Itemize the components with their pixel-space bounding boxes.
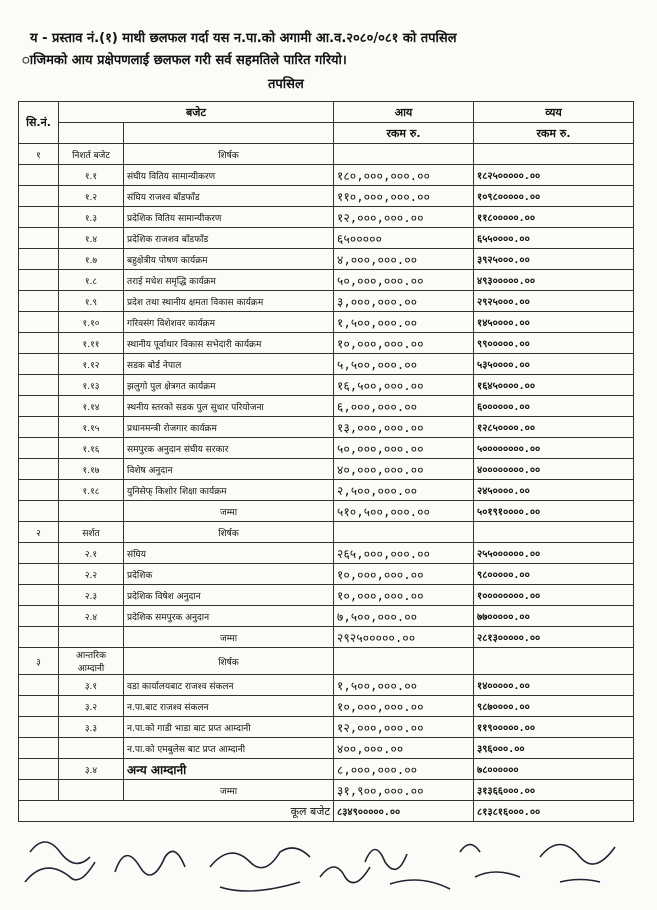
item-label: विशेष अनुदान [124,459,334,480]
blank-cell [19,738,59,759]
expense-amount: ११८०००००.०० [474,207,634,228]
item-label: न.पा.बाट राजश्व संकलन [124,696,334,717]
header-line-2: ाजिमको आय प्रक्षेपणलाई छलफल गरी सर्व सहमतिले पारित गरियो। [22,53,347,68]
header-row [19,102,634,123]
section-category: आन्तरिक आम्दानी [59,648,124,675]
item-code: ३.१ [59,675,124,696]
income-amount: ४००,०००.०० [334,738,474,759]
blank-cell [19,207,59,228]
blank-cell [474,144,634,165]
table-row [19,480,634,501]
blank-cell [19,186,59,207]
expense-amount: ६००००००.०० [474,396,634,417]
table-row [19,333,634,354]
total-row [19,627,634,648]
total-expense: ३१३६६०००.०० [474,780,634,801]
item-label: सडक बोर्ड नेपाल [124,354,334,375]
expense-amount: ११९०००००.०० [474,717,634,738]
blank-cell [19,717,59,738]
income-amount: ११०,०००,०००.०० [334,186,474,207]
grand-total-label: कूल बजेट [19,801,334,822]
table-row [19,375,634,396]
blank-cell [19,375,59,396]
table-row [19,165,634,186]
total-income: ३१,९००,०००.०० [334,780,474,801]
rakam-label: रकम रु. [334,123,474,144]
blank-cell [59,123,124,144]
income-amount: ४,०००,०००.०० [334,249,474,270]
item-code: १.९ [59,291,124,312]
item-label: प्रदेशिक वितिय सामान्यीकरण [124,207,334,228]
item-code: १.१७ [59,459,124,480]
total-label: जम्मा [124,627,334,648]
expense-amount: ३९२५०००.०० [474,249,634,270]
expense-amount: १४५००००.०० [474,312,634,333]
item-code: २.४ [59,606,124,627]
income-amount: १२,०००,०००.०० [334,717,474,738]
income-amount: १०,०००,०००.०० [334,564,474,585]
blank-cell [59,780,124,801]
expense-amount: ९९०००००.०० [474,333,634,354]
section-number: २ [19,522,59,543]
total-label: जम्मा [124,780,334,801]
grand-total-income: ८३४९०००००.०० [334,801,474,822]
blank-cell [59,627,124,648]
item-code: १.१० [59,312,124,333]
table-row [19,249,634,270]
expense-amount: ५३५००००.०० [474,354,634,375]
table-row [19,312,634,333]
item-label: न.पा.को एमबुलेस बाट प्रप्त आम्दानी [124,738,334,759]
item-code: १.८ [59,270,124,291]
table-row [19,354,634,375]
income-amount: ७,५००,०००.०० [334,606,474,627]
expense-amount: ६५५००००.०० [474,228,634,249]
section-number: ३ [19,648,59,675]
table-row [19,186,634,207]
item-code [59,738,124,759]
blank-cell [334,522,474,543]
total-expense: २८१३०००००.०० [474,627,634,648]
section-category: सर्शत [59,522,124,543]
budget-header: बजेट [59,102,334,123]
expense-amount: १६४५००००.०० [474,375,634,396]
total-expense: ५०१९१००००.०० [474,501,634,522]
blank-cell [124,123,334,144]
item-label: प्रधानमन्त्री रोजगार कार्यक्रम [124,417,334,438]
blank-cell [19,270,59,291]
income-amount: १०,०००,०००.०० [334,696,474,717]
grand-total-row [19,801,634,822]
item-label: प्रदेशिक राजशव बाँडफाँड [124,228,334,249]
blank-cell [19,165,59,186]
grand-total-expense: ८१३८१६०००.०० [474,801,634,822]
item-code: १.७ [59,249,124,270]
expense-amount: ९८७००००.०० [474,696,634,717]
header-line-1: य - प्रस्ताव नं.(१) माथी छलफल गर्दा यस न.पा.को अगामी आ.व.२०८०/०८१ को तपसिल [30,31,457,46]
item-label: युनिसेफ् किशोर शिक्षा कार्यक्रम [124,480,334,501]
sn-header: सि.नं. [19,102,59,144]
table-row [19,696,634,717]
item-code: ३.४ [59,759,124,780]
blank-cell [474,648,634,675]
item-code: १.१ [59,165,124,186]
tapasil-heading: तपसिल [268,77,304,92]
income-amount: ६५००००० [334,228,474,249]
blank-cell [19,585,59,606]
table-row [19,228,634,249]
expense-amount: ९८०००००.०० [474,564,634,585]
income-amount: ४०,०००,०००.०० [334,459,474,480]
item-label: समपुरक अनुदान संघीय सरकार [124,438,334,459]
blank-cell [19,543,59,564]
income-amount: ५०,०००,०००.०० [334,270,474,291]
item-label: प्रदेशिक विषेश अनुदान [124,585,334,606]
table-row [19,675,634,696]
section-row [19,522,634,543]
blank-cell [19,606,59,627]
blank-cell [19,291,59,312]
blank-cell [19,354,59,375]
expense-amount: ४००००००००.०० [474,459,634,480]
item-label: प्रदेशिक [124,564,334,585]
item-code: २.२ [59,564,124,585]
item-label: संघीय वितिय सामान्यीकरण [124,165,334,186]
expense-amount: ७८०००००० [474,759,634,780]
blank-cell [19,696,59,717]
item-label: स्थानीय पूर्वाधार विकास सभेदारी कार्यक्रम [124,333,334,354]
income-amount: ५०,०००,०००.०० [334,438,474,459]
item-code: २.३ [59,585,124,606]
blank-cell [19,675,59,696]
table-row [19,417,634,438]
blank-cell [19,780,59,801]
expense-amount: ५००००००००.०० [474,438,634,459]
income-amount: १०,०००,०००.०० [334,585,474,606]
income-header: आय [334,102,474,123]
item-label: प्रदेशिक समपुरक अनुदान [124,606,334,627]
income-amount: २,५००,०००.०० [334,480,474,501]
blank-cell [19,759,59,780]
item-code: १.११ [59,333,124,354]
section-row [19,144,634,165]
income-amount: १२,०००,०००.०० [334,207,474,228]
table-row [19,543,634,564]
income-amount: ३,०००,०००.०० [334,291,474,312]
item-code: १.१६ [59,438,124,459]
income-amount: ५,५००,०००.०० [334,354,474,375]
blank-cell [19,438,59,459]
section-category: निशर्त बजेट [59,144,124,165]
expense-amount: १०९८०००००.०० [474,186,634,207]
item-code: १.२ [59,186,124,207]
income-amount: ८,०००,०००.०० [334,759,474,780]
item-code: १.१८ [59,480,124,501]
expense-amount: १८२५०००००.०० [474,165,634,186]
header-row [19,123,634,144]
item-label: वडा कार्यालयबाट राजश्व संकलन [124,675,334,696]
blank-cell [59,501,124,522]
item-label: संघिय राजश्व बाँडफाँड [124,186,334,207]
blank-cell [19,228,59,249]
item-label: तराई मधेश समृद्धि कार्यक्रम [124,270,334,291]
income-amount: १,५००,०००.०० [334,675,474,696]
item-label: गरिवसंग विशेशवर कार्यक्रम [124,312,334,333]
blank-cell [19,396,59,417]
blank-cell [19,564,59,585]
blank-cell [474,522,634,543]
income-amount: १०,०००,०००.०० [334,333,474,354]
table-row [19,564,634,585]
table-row [19,459,634,480]
expense-amount: ४९३०००००.०० [474,270,634,291]
table-row [19,207,634,228]
section-number: १ [19,144,59,165]
expense-amount: १२८५००००.०० [474,417,634,438]
table-row [19,438,634,459]
table-row [19,270,634,291]
income-amount: २६५,०००,०००.०० [334,543,474,564]
expense-amount: १४०००००.०० [474,675,634,696]
total-income: २९२५०००००.०० [334,627,474,648]
total-label: जम्मा [124,501,334,522]
item-label: प्रदेश तथा स्थानीय क्षमता विकास कार्यक्रम [124,291,334,312]
blank-cell [19,501,59,522]
table-row [19,585,634,606]
table-row [19,759,634,780]
blank-cell [19,333,59,354]
item-label: बहुक्षेत्रीय पोषण कार्यक्रम [124,249,334,270]
table-row [19,717,634,738]
item-code: १.१५ [59,417,124,438]
blank-cell [19,627,59,648]
table-row [19,606,634,627]
blank-cell [334,648,474,675]
table-row [19,738,634,759]
income-amount: १८०,०००,०००.०० [334,165,474,186]
item-label: न.पा.को गाडी भाडा बाट प्रप्त आम्दानी [124,717,334,738]
expense-amount: २४५००००.०० [474,480,634,501]
expense-amount: १००००००००.०० [474,585,634,606]
item-code: १.३ [59,207,124,228]
expense-amount: २५५००००००.०० [474,543,634,564]
section-title: शिर्षक [124,144,334,165]
income-amount: १,५००,०००.०० [334,312,474,333]
item-code: १.१२ [59,354,124,375]
item-label: झलुगो पुल क्षेत्रगत कार्यक्रम [124,375,334,396]
total-income: ५१०,५००,०००.०० [334,501,474,522]
item-label: अन्य आम्दानी [124,759,334,780]
total-row [19,780,634,801]
item-label: स्थनीय स्तरको सडक पुल सुधार परियोजना [124,396,334,417]
item-code: ३.३ [59,717,124,738]
blank-cell [19,480,59,501]
table-row [19,291,634,312]
section-title: शिर्षक [124,648,334,675]
blank-cell [334,144,474,165]
item-code: १.४ [59,228,124,249]
item-code: १.१३ [59,375,124,396]
income-amount: १६,५००,०००.०० [334,375,474,396]
expense-amount: ७७०००००.०० [474,606,634,627]
blank-cell [19,459,59,480]
expense-amount: २९२५०००.०० [474,291,634,312]
item-code: १.१४ [59,396,124,417]
income-amount: ६,०००,०००.०० [334,396,474,417]
expense-header: व्यय [474,102,634,123]
item-code: २.१ [59,543,124,564]
item-code: ३.२ [59,696,124,717]
income-amount: १३,०००,०००.०० [334,417,474,438]
expense-amount: ३९६०००.०० [474,738,634,759]
blank-cell [19,417,59,438]
blank-cell [19,249,59,270]
item-label: संघिय [124,543,334,564]
total-row [19,501,634,522]
table-row [19,396,634,417]
blank-cell [19,312,59,333]
section-title: शिर्षक [124,522,334,543]
rakam-label: रकम रु. [474,123,634,144]
signatures [20,822,640,907]
budget-table [18,101,634,822]
section-row [19,648,634,675]
